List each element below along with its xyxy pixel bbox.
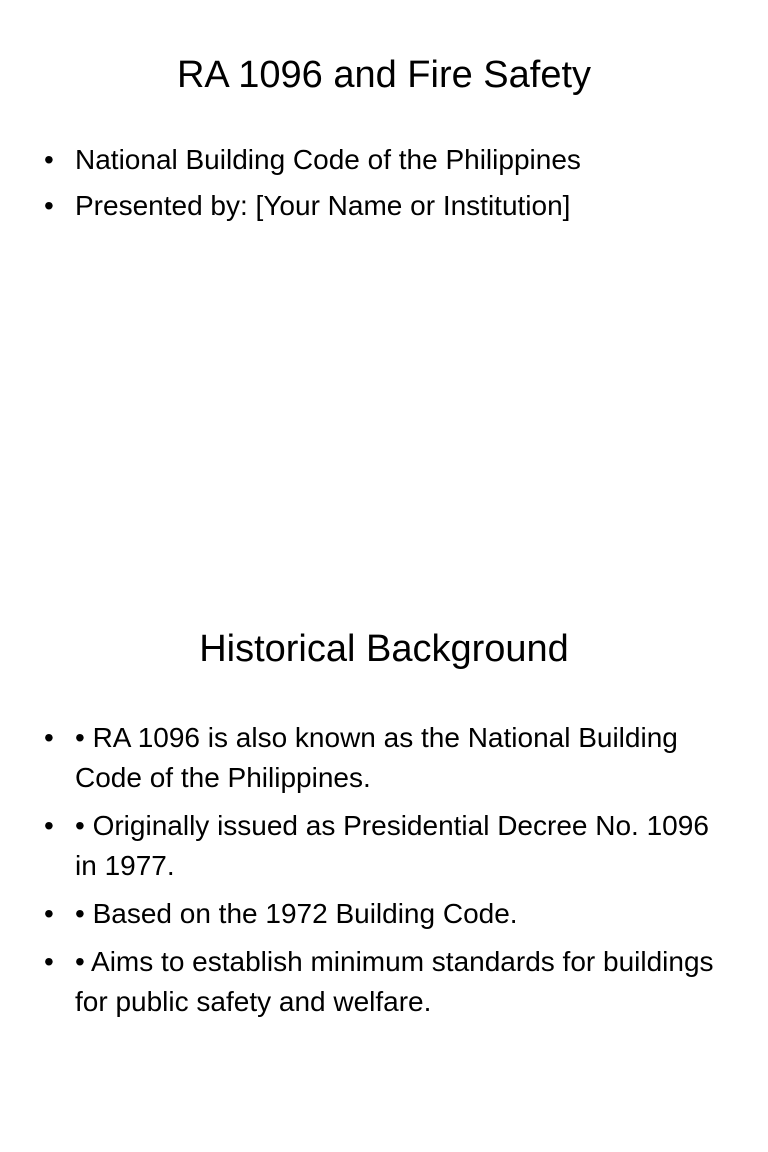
- slide-title: Historical Background: [199, 628, 569, 670]
- bullet-dot-icon: •: [44, 722, 54, 753]
- bullet-item: [44, 141, 725, 179]
- bullet-text: Presented by: [Your Name or Institution]: [75, 190, 571, 221]
- bullet-text: • RA 1096 is also known as the National Building Code of the Philippines.: [75, 722, 678, 793]
- bullet-text: • Originally issued as Presidential Decree No. 1096 in 1977.: [75, 810, 709, 881]
- bullet-text: • Based on the 1972 Building Code.: [75, 898, 518, 929]
- bullet-list: [44, 141, 725, 233]
- bullet-dot-icon: •: [44, 946, 54, 977]
- bullet-dot-icon: •: [44, 810, 54, 841]
- bullet-dot-icon: •: [44, 190, 54, 221]
- bullet-list: [44, 718, 725, 1030]
- bullet-item: [44, 806, 725, 886]
- bullet-item: [44, 894, 725, 934]
- bullet-text: • Aims to establish minimum standards for buildings for public safety and welfare.: [75, 946, 714, 1017]
- slide-title: RA 1096 and Fire Safety: [176, 54, 592, 96]
- slide-2: [0, 576, 768, 1152]
- bullet-dot-icon: •: [44, 144, 54, 175]
- bullet-item: [44, 942, 725, 1022]
- bullet-text: National Building Code of the Philippines: [75, 144, 581, 175]
- bullet-dot-icon: •: [44, 898, 54, 929]
- bullet-item: [44, 187, 725, 225]
- bullet-item: [44, 718, 725, 798]
